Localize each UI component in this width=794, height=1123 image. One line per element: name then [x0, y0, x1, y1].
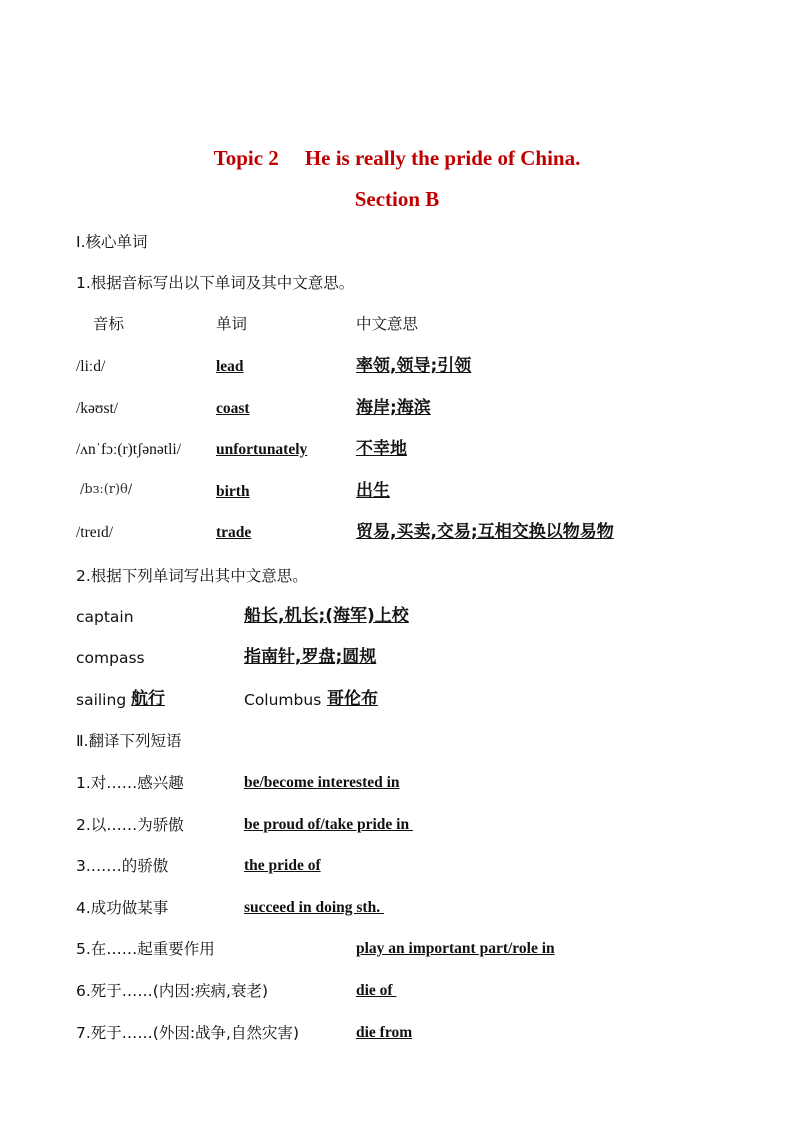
header-word: 单词	[216, 315, 248, 333]
word-sailing: sailing	[76, 691, 127, 709]
answer-meaning-birth: 出生	[356, 481, 390, 501]
part2-heading: Ⅱ.翻译下列短语	[76, 732, 182, 750]
phonetic-birth: /bɜː(r)θ/	[80, 482, 133, 497]
part1-heading: Ⅰ.核心单词	[76, 233, 148, 251]
phrase-question-3: 3.……的骄傲	[76, 857, 169, 875]
phrase-question-2: 2.以……为骄傲	[76, 816, 184, 834]
header-phonetic: 音标	[93, 315, 125, 333]
phonetic-lead: /liːd/	[76, 358, 106, 375]
answer-word-unfortunately: unfortunately	[216, 441, 308, 458]
question-1-instruction: 1.根据音标写出以下单词及其中文意思。	[76, 274, 355, 292]
phrase-question-7: 7.死于……(外因:战争,自然灾害)	[76, 1024, 300, 1042]
answer-word-lead: lead	[216, 358, 244, 375]
phrase-answer-3: the pride of	[244, 857, 321, 874]
phrase-question-4: 4.成功做某事	[76, 899, 169, 917]
header-meaning: 中文意思	[356, 315, 419, 333]
phrase-question-1: 1.对……感兴趣	[76, 774, 184, 792]
phrase-answer-5: play an important part/role in	[356, 940, 555, 957]
phrase-answer-4: succeed in doing sth.	[244, 899, 384, 916]
phrase-answer-2: be proud of/take pride in	[244, 816, 413, 833]
answer-meaning-lead: 率领,领导;引领	[356, 356, 472, 376]
phrase-question-5: 5.在……起重要作用	[76, 940, 215, 958]
answer-word-coast: coast	[216, 400, 250, 417]
answer-meaning-trade: 贸易,买卖,交易;互相交换以物易物	[356, 522, 614, 542]
word-compass: compass	[76, 649, 145, 667]
word-captain: captain	[76, 608, 134, 626]
question-2-instruction: 2.根据下列单词写出其中文意思。	[76, 567, 308, 585]
answer-meaning-captain: 船长,机长;(海军)上校	[244, 606, 409, 626]
answer-meaning-compass: 指南针,罗盘;圆规	[244, 647, 377, 667]
topic-label: Topic 2	[213, 146, 279, 170]
phrase-question-6: 6.死于……(内因:疾病,衰老)	[76, 982, 269, 1000]
answer-word-birth: birth	[216, 483, 250, 500]
answer-meaning-columbus: 哥伦布	[327, 689, 378, 709]
phonetic-coast: /kəʊst/	[76, 400, 119, 417]
answer-meaning-coast: 海岸;海滨	[356, 398, 431, 418]
topic-headline: He is really the pride of China.	[304, 146, 581, 170]
topic-title	[0, 146, 794, 171]
section-title: Section B	[354, 187, 440, 211]
phrase-answer-6: die of	[356, 982, 397, 999]
phonetic-trade: /treɪd/	[76, 524, 114, 541]
phrase-answer-7: die from	[356, 1024, 413, 1041]
answer-word-trade: trade	[216, 524, 252, 541]
word-columbus: Columbus	[244, 691, 322, 709]
answer-meaning-sailing: 航行	[131, 689, 165, 709]
phrase-answer-1: be/become interested in	[244, 774, 400, 791]
answer-meaning-unfortunately: 不幸地	[356, 439, 407, 459]
phonetic-unfortunately: /ʌnˈfɔː(r)tʃənətli/	[76, 441, 182, 458]
